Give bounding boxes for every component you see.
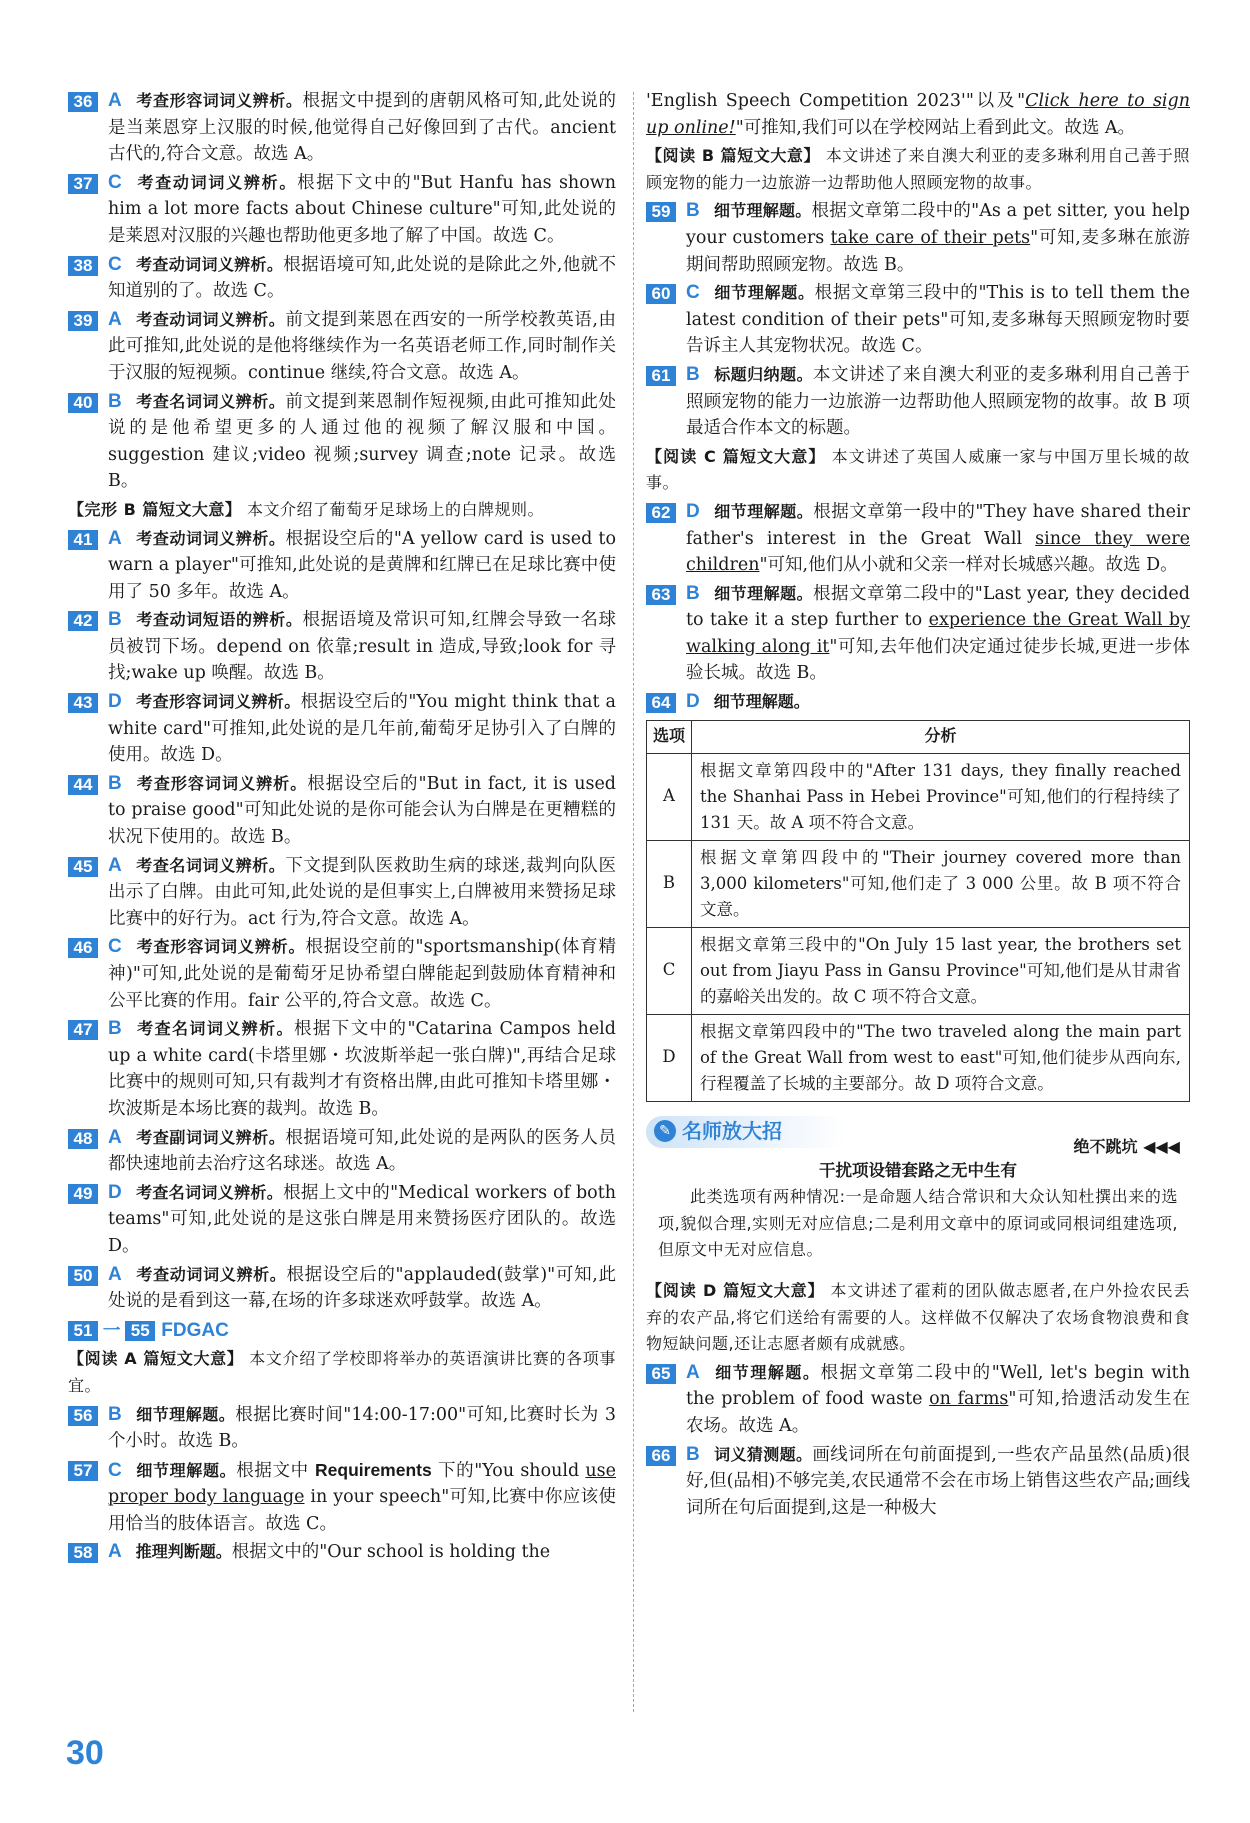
question-number: 63	[646, 585, 676, 605]
answer-letter: A	[108, 308, 122, 330]
explanation: 根据文中	[236, 1460, 316, 1481]
tip-subtitle: 干扰项设错套路之无中生有	[819, 1160, 1017, 1180]
answer-letter: C	[108, 171, 122, 193]
question-type: 词义猜测题。	[713, 1444, 813, 1464]
answer-item	[646, 689, 1190, 716]
analysis-cell: 根据文章第四段中的"The two traveled along the main part of the Great Wall from west to east"可知,他们徒步从西向东,行程覆盖了长城的主要部分。故 D 项符合文意。	[692, 1014, 1190, 1101]
left-column	[68, 88, 616, 1568]
question-type: 细节理解题。	[713, 501, 814, 521]
explanation: 根据文章第二段中的"As a pet sitter, you help your customers	[686, 201, 1190, 248]
explanation: 根据文中的"Our school is holding the	[231, 1542, 551, 1563]
answer-item	[646, 581, 1190, 687]
answer-item	[68, 1125, 616, 1178]
summary-text: 本文讲述了霍莉的团队做志愿者,在户外捡农民丢弃的农产品,将它们送给有需要的人。这样做不仅解决了农场食物浪费和食物短缺问题,还让志愿者颇有成就感。	[646, 1281, 1190, 1354]
explanation: 下文提到队医救助生病的球迷,裁判向队医出示了白牌。由此可知,此处说的是但事实上,白牌被用来赞扬足球比赛中的好行为。act 行为,符合文意。故选 A。	[108, 855, 616, 929]
explanation: 根据文章第三段中的"This is to tell them the latest condition of their pets"可知,麦多琳每天照顾宠物时要告诉主人其宠物状况。故选 C。	[686, 283, 1190, 357]
answer-letter: A	[108, 854, 122, 876]
question-number: 59	[646, 202, 676, 222]
answer-letter: B	[108, 1403, 122, 1425]
answer-item	[68, 1457, 616, 1538]
question-number: 66	[646, 1446, 676, 1466]
question-number: 45	[68, 857, 98, 877]
question-type: 标题归纳题。	[713, 364, 814, 384]
explanation: "可知,麦多琳在旅游期间帮助照顾宠物。故选 B。	[686, 227, 1190, 275]
answer-item	[68, 307, 616, 387]
explanation: 根据语境可知,此处说的是除此之外,他就不知道别的了。故选 C。	[108, 254, 616, 302]
explanation: "可推知,我们可以在学校网站上看到此文。故选 A。	[735, 117, 1136, 138]
summary-text: 本文介绍了葡萄牙足球场上的白牌规则。	[246, 499, 544, 519]
answer-item	[68, 1180, 616, 1260]
answer-range	[68, 1317, 616, 1345]
question-number: 58	[68, 1543, 98, 1563]
answer-letters: FDGAC	[161, 1319, 229, 1341]
question-type: 考查副词词义辨析。	[135, 1127, 286, 1147]
explanation: 根据设空后的"applauded(鼓掌)"可知,此处说的是看到这一幕,在场的许多球迷欢呼鼓掌。故选 A。	[108, 1264, 616, 1312]
explanation: 本文讲述了来自澳大利亚的麦多琳利用自己善于照顾宠物的能力一边旅游一边帮助他人照顾宠物的故事。故 B 项最适合作本文的标题。	[686, 364, 1190, 439]
answer-item	[646, 198, 1190, 278]
answer-item	[68, 88, 616, 168]
summary-label: 【完形 B 篇短文大意】	[68, 499, 242, 519]
question-type: 考查形容词词义辨析。	[135, 937, 306, 957]
question-type: 考查形容词词义辨析。	[135, 91, 303, 110]
table-row	[647, 753, 1190, 840]
underlined-phrase: use proper body language	[108, 1460, 616, 1508]
summary-text: 本文讲述了英国人威廉一家与中国万里长城的故事。	[646, 446, 1190, 493]
question-type: 考查名词词义辨析。	[135, 391, 286, 411]
explanation: 根据文中提到的唐朝风格可知,此处说的是当莱恩穿上汉服的时候,他觉得自己好像回到了古代。ancient 古代的,符合文意。故选 A。	[108, 91, 616, 165]
explanation: 根据上文中的"Medical workers of both teams"可知,此处说的是这张白牌是用来赞扬医疗团队的。故选 D。	[108, 1182, 616, 1256]
keyword: Requirements	[315, 1459, 432, 1480]
answer-item	[68, 389, 616, 495]
passage-summary	[68, 497, 616, 524]
column-divider	[633, 92, 634, 1712]
question-number: 39	[68, 311, 98, 331]
summary-label: 【阅读 C 篇短文大意】	[646, 446, 826, 466]
question-type: 细节理解题。	[713, 201, 812, 221]
explanation: 根据文章第二段中的"Last year, they decided to take it a step further to	[686, 583, 1190, 631]
tip-tagline: 绝不跳坑 ◀◀◀	[1073, 1136, 1180, 1156]
summary-label: 【阅读 B 篇短文大意】	[646, 146, 821, 166]
explanation: 根据设空后的"You might think that a white card"可推知,此处说的是几年前,葡萄牙足协引入了白牌的使用。故选 D。	[108, 692, 616, 766]
explanation: "可知,他们从小就和父亲一样对长城感兴趣。故选 D。	[759, 555, 1178, 576]
question-number: 46	[68, 938, 98, 958]
table-row	[647, 840, 1190, 927]
explanation: 根据语境及常识可知,红牌会导致一名球员被罚下场。depend on 依靠;result in 造成,导致;look for 寻找;wake up 唤醒。故选 B。	[108, 610, 616, 684]
explanation: 根据比赛时间"14:00-17:00"可知,比赛时长为 3 个小时。故选 B。	[108, 1404, 616, 1452]
question-type: 考查形容词词义辨析。	[135, 692, 301, 712]
passage-summary	[646, 1278, 1190, 1358]
question-number: 42	[68, 611, 98, 631]
answer-letter: B	[108, 609, 122, 631]
analysis-cell: 根据文章第三段中的"On July 15 last year, the brothers set out from Jiayu Pass in Gansu Province"可知,他们是从甘肃省的嘉峪关出发的。故 C 项不符合文意。	[692, 927, 1190, 1014]
question-type: 考查名词词义辨析。	[135, 855, 286, 875]
answer-item	[68, 689, 616, 769]
answer-letter: B	[686, 200, 700, 222]
answer-letter: A	[686, 1361, 700, 1383]
analysis-cell: 根据文章第四段中的"After 131 days, they finally reached the Shanhai Pass in Hebei Province"可知,他们的行程持续了 131 天。故 A 项不符合文意。	[692, 753, 1190, 840]
answer-item	[68, 934, 616, 1014]
answer-item	[68, 1539, 616, 1566]
answer-letter: B	[686, 582, 700, 604]
answer-item	[646, 362, 1190, 442]
answer-item	[646, 499, 1190, 579]
explanation: 根据语境可知,此处说的是两队的医务人员都快速地前去治疗这名球迷。故选 A。	[108, 1127, 616, 1175]
summary-label: 【阅读 A 篇短文大意】	[68, 1349, 244, 1369]
explanation: 根据设空后的"But in fact, it is used to praise good"可知此处说的是你可能会认为白牌是在更糟糕的状况下使用的。故选 B。	[108, 773, 616, 848]
summary-text: 本文讲述了来自澳大利亚的麦多琳利用自己善于照顾宠物的能力一边旅游一边帮助他人照顾宠物的故事。	[646, 146, 1190, 192]
explanation: 'English Speech Competition 2023'"以及"	[646, 91, 1026, 111]
explanation: 根据设空后的"A yellow card is used to warn a player"可推知,此处说的是黄牌和红牌已在足球比赛中使用了 50 多年。故选 A。	[108, 528, 616, 602]
answer-item	[646, 280, 1190, 360]
question-type: 细节理解题。	[713, 583, 814, 603]
page-number: 30	[66, 1734, 104, 1772]
answer-letter: C	[108, 253, 122, 275]
analysis-table	[646, 720, 1190, 1102]
explanation: 根据文章第一段中的"They have shared their father's interest in the Great Wall	[686, 501, 1190, 549]
explanation: 根据下文中的"Catarina Campos held up a white card(卡塔里娜・坎波斯举起一张白牌)",再结合足球比赛中的规则可知,只有裁判才有资格出牌,由此可推知卡塔里娜・坎波斯是本场比赛的裁判。故选 B。	[108, 1019, 616, 1119]
question-type: 考查动词短语的辨析。	[135, 610, 303, 630]
answer-letter: D	[108, 691, 122, 713]
explanation: "可知,去年他们决定通过徒步长城,更进一步体验长城。故选 B。	[686, 636, 1190, 684]
question-type: 考查动词词义辨析。	[135, 1264, 287, 1284]
table-header: 分析	[692, 720, 1190, 753]
underlined-phrase: since they were children	[686, 528, 1190, 576]
option-cell: B	[647, 840, 692, 927]
tip-body: 此类选项有两种情况:一是命题人结合常识和大众认知杜撰出来的选项,貌似合理,实则无对应信息;二是利用文章中的原词或同根词组建选项,但原文中无对应信息。	[658, 1187, 1178, 1260]
underlined-phrase: experience the Great Wall by walking along it	[686, 610, 1190, 657]
tip-title: 名师放大招	[682, 1118, 782, 1143]
answer-letter: D	[686, 500, 700, 522]
question-type: 细节理解题。	[135, 1460, 237, 1480]
explanation: "可知,拾遗活动发生在农场。故选 A。	[686, 1389, 1190, 1436]
question-number: 41	[68, 530, 98, 550]
answer-letter: B	[108, 1018, 122, 1040]
question-type: 考查动词词义辨析。	[135, 254, 284, 274]
table-header: 选项	[647, 720, 692, 753]
answer-item	[68, 853, 616, 933]
question-number: 38	[68, 256, 98, 276]
table-row	[647, 1014, 1190, 1101]
italic-phrase: Click here to sign up online!	[646, 91, 1190, 138]
question-type: 考查动词词义辨析。	[135, 309, 286, 329]
analysis-cell: 根据文章第四段中的"Their journey covered more than 3,000 kilometers"可知,他们走了 3 000 公里。故 B 项不符合文意。	[692, 840, 1190, 927]
question-number: 57	[68, 1461, 98, 1481]
teacher-icon: ✎	[654, 1120, 676, 1142]
summary-label: 【阅读 D 篇短文大意】	[646, 1281, 825, 1301]
answer-item	[646, 1360, 1190, 1440]
question-type: 细节理解题。	[713, 283, 815, 303]
answer-letter: B	[686, 363, 700, 385]
answer-item	[646, 1442, 1190, 1522]
answer-item	[68, 607, 616, 687]
question-type: 考查动词词义辨析。	[135, 528, 286, 548]
passage-summary	[646, 444, 1190, 497]
explanation: 画线词所在句前面提到,一些农产品虽然(品质)很好,但(品相)不够完美,农民通常不会在市场上销售这些农产品;画线词所在句后面提到,这是一种极大	[686, 1444, 1190, 1518]
right-column	[646, 88, 1190, 1523]
answer-letter: A	[108, 1263, 122, 1285]
answer-continuation	[646, 88, 1190, 141]
answer-letter: A	[108, 90, 122, 111]
passage-summary	[68, 1346, 616, 1399]
explanation: 前文提到莱恩制作短视频,由此可推知此处说的是他希望更多的人通过他的视频了解汉服和中国。suggestion 建议;video 视频;survey 调查;note 记录。故选 B。	[108, 391, 616, 492]
question-number: 36	[68, 92, 98, 112]
answer-item	[68, 170, 616, 250]
question-type: 细节理解题。	[713, 692, 810, 712]
answer-letter: A	[108, 1126, 122, 1148]
question-number: 40	[68, 393, 98, 413]
table-row	[647, 927, 1190, 1014]
question-number: 48	[68, 1129, 98, 1149]
question-number: 55	[125, 1321, 155, 1341]
question-number: 56	[68, 1406, 98, 1426]
answer-item	[68, 526, 616, 606]
answer-letter: A	[108, 527, 122, 549]
question-number: 60	[646, 284, 676, 304]
range-dash: 一	[102, 1319, 121, 1340]
question-number: 37	[68, 174, 98, 194]
option-cell: A	[647, 753, 692, 840]
answer-letter: B	[108, 772, 122, 794]
answer-item	[68, 771, 616, 851]
question-type: 考查名词词义辨析。	[135, 1019, 294, 1039]
underlined-phrase: on farms	[929, 1389, 1009, 1410]
passage-summary	[646, 143, 1190, 196]
explanation: 根据下文中的"But Hanfu has shown him a lot more facts about Chinese culture"可知,此处说的是莱恩对汉服的兴趣也帮助他更多地了解了中国。故选 C。	[108, 172, 616, 246]
answer-item	[68, 1016, 616, 1122]
option-cell: C	[647, 927, 692, 1014]
answer-letter: C	[686, 282, 700, 304]
summary-text: 本文介绍了学校即将举办的英语演讲比赛的各项事宜。	[68, 1349, 616, 1395]
answer-letter: B	[108, 390, 122, 412]
question-number: 43	[68, 693, 98, 713]
question-type: 细节理解题。	[135, 1404, 236, 1424]
question-number: 50	[68, 1266, 98, 1286]
answer-letter: B	[686, 1443, 700, 1465]
explanation: 前文提到莱恩在西安的一所学校教英语,由此可推知,此处说的是他将继续作为一名英语老师工作,同时制作关于汉服的短视频。continue 继续,符合文意。故选 A。	[108, 309, 616, 383]
explanation: in your speech"可知,比赛中你应该使用恰当的肢体语言。故选 C。	[108, 1487, 617, 1534]
question-type: 推理判断题。	[135, 1542, 232, 1562]
answer-letter: C	[108, 936, 122, 958]
answer-letter: D	[108, 1181, 122, 1203]
question-number: 62	[646, 503, 676, 523]
question-number: 49	[68, 1184, 98, 1204]
question-number: 51	[68, 1321, 98, 1341]
question-type: 考查动词词义辨析。	[135, 172, 298, 192]
answer-item	[68, 1402, 616, 1455]
answer-item	[68, 252, 616, 305]
answer-item	[68, 1262, 616, 1315]
answer-letter: A	[108, 1541, 122, 1563]
explanation: 根据设空前的"sportsmanship(体育精神)"可知,此处说的是葡萄牙足协希望白牌能起到鼓励体育精神和公平比赛的作用。fair 公平的,符合文意。故选 C。	[108, 937, 616, 1011]
answer-letter: D	[686, 691, 700, 713]
question-type: 细节理解题。	[713, 1362, 821, 1382]
tip-header	[646, 1116, 1190, 1156]
underlined-phrase: take care of their pets	[830, 227, 1031, 248]
question-number: 61	[646, 366, 676, 386]
question-number: 44	[68, 775, 98, 795]
question-type: 考查形容词词义辨析。	[135, 773, 308, 793]
explanation: 下的"You should	[431, 1460, 586, 1481]
question-number: 64	[646, 693, 676, 713]
option-cell: D	[647, 1014, 692, 1101]
explanation: 根据文章第二段中的"Well, let's begin with the problem of food waste	[686, 1362, 1190, 1410]
answer-letter: C	[108, 1459, 122, 1481]
question-number: 65	[646, 1364, 676, 1384]
question-type: 考查名词词义辨析。	[135, 1182, 284, 1202]
question-number: 47	[68, 1020, 98, 1040]
